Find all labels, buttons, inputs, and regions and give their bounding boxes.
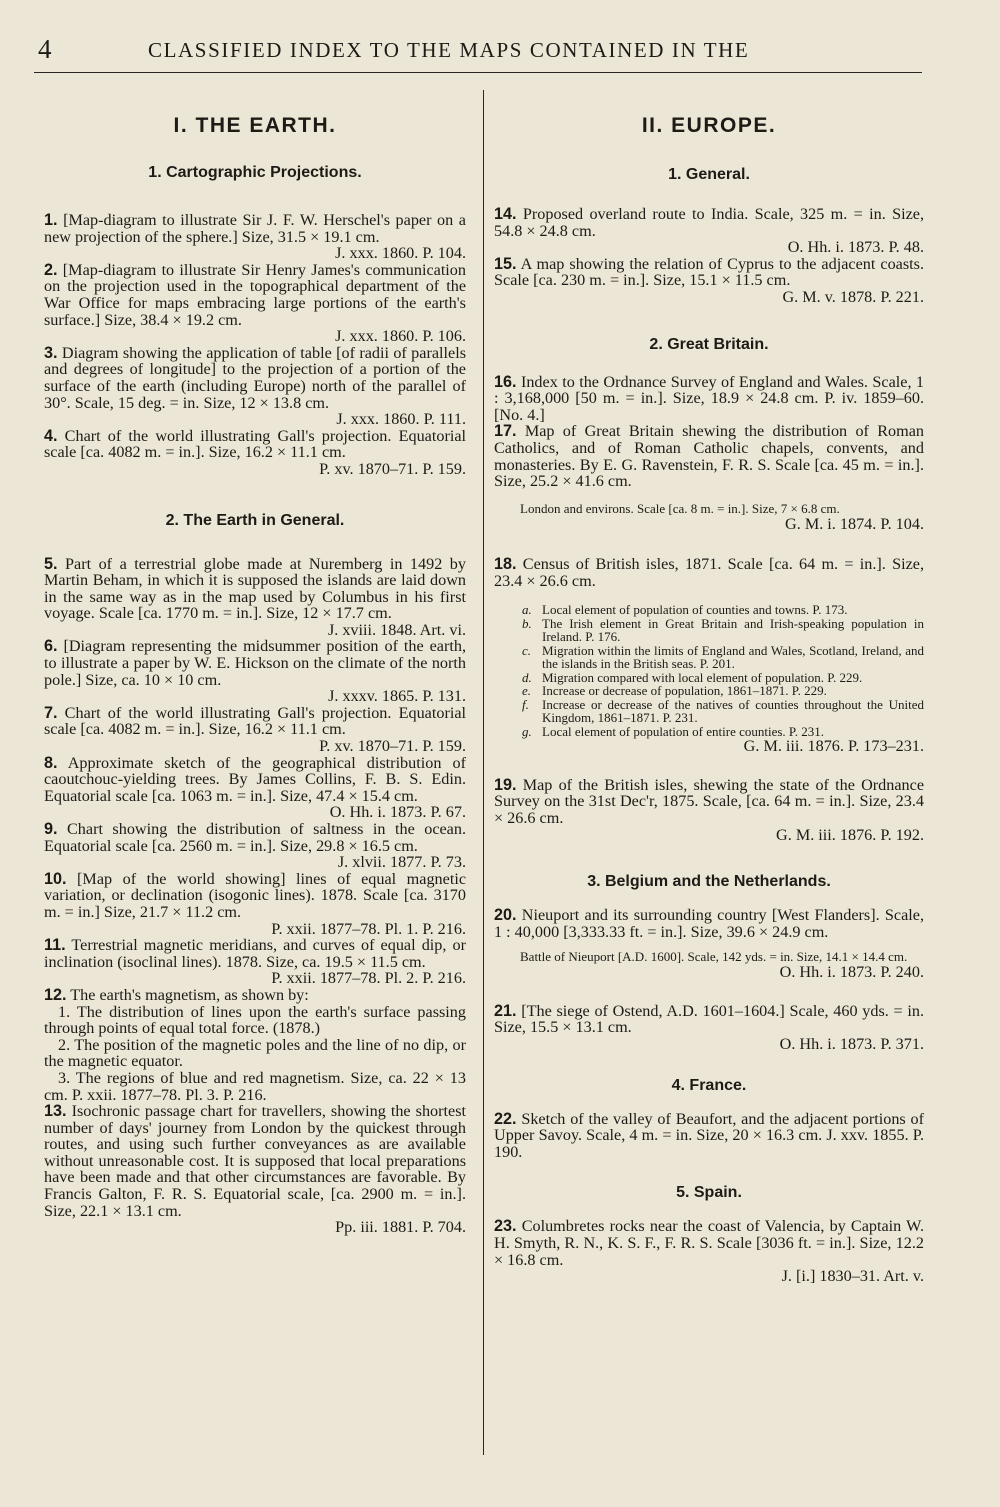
section-title: 1. General. [668,166,750,183]
entry-number: 3. [44,343,58,362]
index-entry [44,345,466,428]
entry-citation: G. M. iii. 1876. P. 173–231. [743,737,924,756]
entry-text: The earth's magnetism, as shown by: [70,985,309,1004]
entry-citation: G. M. v. 1878. P. 221. [782,287,924,306]
entry-citation: J. xlvii. 1877. P. 73. [337,853,466,872]
entry-text: Map of the British isles, shewing the state of the Ordnance Survey on the 31st Dec'r, 1875. Scale, [ca. 64 m. = in.]. Size, 23.4 × 26.6 cm. [494,775,925,828]
entry-text: [Map-diagram to illustrate Sir J. F. W. Herschel's paper on a new projection of the sphere.] Size, 31.5 × 19.1 cm. [44,211,466,246]
page-number: 4 [38,34,52,64]
entry-number: 7. [44,703,58,722]
entry-number: 17. [494,422,517,441]
entry-number: 22. [494,1109,517,1128]
index-entry [44,987,466,1103]
section-title: 2. Great Britain. [649,335,769,353]
entry-number: 6. [44,637,58,656]
entry-text: Census of British isles, 1871. Scale [ca. 64 m. = in.]. Size, 23.4 × 26.6 cm. [494,555,924,590]
entry-number: 21. [494,1001,517,1020]
index-entry [44,1103,466,1236]
entry-text: [Map of the world showing] lines of equal magnetic variation, or declination (isogonic lines). 1878. Scale [ca. 3170 m. = in.] Size, 21.7 × 11.2 cm. [44,869,467,921]
left-column [44,90,466,1236]
census-map-item [520,725,924,739]
entry-text: Chart of the world illustrating Gall's projection. Equatorial scale [ca. 4082 m. = in.]. Size, 16.2 × 11.1 cm. [44,703,467,739]
entry-number: 20. [494,906,517,925]
entry-number: 14. [494,205,517,223]
entry-text: Part of a terrestrial globe made at Nuremberg in 1492 by Martin Beham, in which it is supposed the islands are laid down in the same way as in the map used by Columbus in his first voyage. Scale [ca. 1770 m. = in.]. Size, 12 × 17.7 cm. [44,554,466,623]
entry-text: Chart showing the distribution of saltness in the ocean. Equatorial scale [ca. 2560 m. = in.]. Size, 29.8 × 16.5 cm. [44,820,467,855]
part-title: II. EUROPE. [641,114,777,137]
entry-citation: J. xxx. 1860. P. 111. [336,410,466,429]
item-letter: d. [522,669,532,685]
entry-text: Terrestrial magnetic meridians, and curves of equal dip, or inclination (isoclinal lines). 1878. Size, ca. 19.5 × 11.5 cm. [44,936,467,971]
item-letter: a. [522,602,532,618]
entry-number: 8. [44,753,58,772]
entry-number: 11. [44,936,66,955]
entry-citation: P. xxii. 1877–78. Pl. 2. P. 216. [271,969,466,988]
section-title: 5. Spain. [676,1184,742,1202]
entry-number: 4. [44,426,58,445]
entry-citation: O. Hh. i. 1873. P. 48. [787,238,924,257]
entry-text: A map showing the relation of Cyprus to the adjacent coasts. Scale [ca. 230 m. = in.]. Size, 15.1 × 11.5 cm. [494,254,924,290]
entry-citation: P. xxii. 1877–78. Pl. 1. P. 216. [271,919,466,938]
entry-citation: P. xv. 1870–71. P. 159. [319,459,466,478]
entry-citation: J. xxxv. 1865. P. 131. [328,687,466,706]
item-text: Increase or decrease of the natives of counties throughout the United Kingdom, 1861–1871. P. 231. [542,696,924,726]
index-entry [494,1218,924,1284]
inset-note: Battle of Nieuport [A.D. 1600]. Scale, 142 yds. = in. Size, 14.1 × 14.4 cm. [520,949,908,965]
index-entry [44,262,466,345]
census-map-item [520,644,924,671]
index-entry [44,556,466,639]
item-text: Increase or decrease of population, 1861–1871. P. 229. [542,683,827,699]
entry-number: 18. [494,555,517,574]
section-title: 4. France. [671,1076,747,1094]
entry-subitem: 3. The regions of blue and red magnetism. Size, ca. 22 × 13 cm. P. xxii. 1877–78. Pl. 3. P. 216. [44,1068,466,1104]
census-map-item [520,603,924,617]
entry-text: [Diagram representing the midsummer position of the earth, to illustrate a paper by W. E. Hickson on the climate of the north pole.] Size, ca. 10 × 10 cm. [44,637,467,689]
item-text: Local element of population of entire counties. P. 231. [542,723,824,739]
index-entry [494,556,924,755]
header-rule [34,72,922,73]
entry-text: Approximate sketch of the geographical distribution of caoutchouc-yielding trees. By James Collins, F. B. S. Edin. Equatorial scale [ca. 1063 m. = in.]. Size, 47.4 × 15.4 cm. [44,753,467,805]
section-title: 1. Cartographic Projections. [148,164,362,181]
entry-text: Chart of the world illustrating Gall's projection. Equatorial scale [ca. 4082 m. = in.]. Size, 16.2 × 11.1 cm. [44,426,467,462]
item-text: Migration within the limits of England and Wales, Scotland, Ireland, and the islands in the British seas. P. 201. [542,642,924,672]
index-entry [44,755,466,821]
entry-citation: O. Hh. i. 1873. P. 240. [779,963,924,982]
entry-citation: O. Hh. i. 1873. P. 371. [779,1035,924,1054]
census-map-item [520,671,924,685]
entry-text: Columbretes rocks near the coast of Valencia, by Captain W. H. Smyth, R. N., K. S. F., F. R. S. Scale [3036 ft. = in.]. Size, 12.2 × 16.8 cm. [494,1217,924,1269]
entry-citation: J. xxx. 1860. P. 106. [335,327,466,346]
index-entry [44,212,466,262]
entry-citation: J. xviii. 1848. Art. vi. [327,620,466,639]
entry-citation: G. M. i. 1874. P. 104. [785,514,924,533]
entry-text: [Map-diagram to illustrate Sir Henry James's communication on the projection used in the topographical department of the War Office for maps embracing large portions of the earth's surface.] Size, 38.4 × 19.2 cm. [44,260,466,329]
entry-citation: O. Hh. i. 1873. P. 67. [329,803,466,822]
census-map-item [520,698,924,725]
entry-number: 19. [494,775,517,794]
item-letter: g. [522,723,532,739]
census-map-item [520,617,924,644]
entry-citation: G. M. iii. 1876. P. 192. [776,825,924,844]
item-text: Migration compared with local element of population. P. 229. [542,669,863,685]
entry-citation: J. xxx. 1860. P. 104. [335,244,466,263]
entry-number: 1. [44,211,58,229]
item-letter: b. [522,615,532,631]
entry-number: 15. [494,254,517,273]
index-entry [44,638,466,704]
inset-note: London and environs. Scale [ca. 8 m. = in.]. Size, 7 × 6.8 cm. [520,500,840,516]
entry-text: [The siege of Ostend, A.D. 1601–1604.] Scale, 460 yds. = in. Size, 15.5 × 13.1 cm. [494,1001,924,1037]
entry-number: 13. [44,1102,67,1121]
entry-number: 5. [44,554,58,573]
entry-citation: Pp. iii. 1881. P. 704. [335,1218,466,1237]
entry-number: 9. [44,820,58,838]
item-letter: c. [522,642,532,658]
index-entry [44,937,466,987]
index-entry [494,1111,924,1161]
entry-citation: J. [i.] 1830–31. Art. v. [781,1267,924,1286]
entry-text: Diagram showing the application of table [of radii of parallels and degrees of longitude] to the projection of a portion of the surface of the earth (including Europe) north of the parallel of 30°. Scale, 15 deg. = in. Size, 12 × 13.8 cm. [44,343,466,412]
index-entry [44,821,466,871]
entry-number: 10. [44,869,67,888]
entry-text: Map of Great Britain shewing the distribution of Roman Catholics, and of Roman Catholic chapels, convents, and monasteries. By E. G. Ravenstein, F. R. S. Scale [ca. 45 m. = in.]. Size, 25.2 × 41.6 cm. [494,422,924,491]
index-entry [494,256,924,306]
index-entry [494,206,924,256]
entry-text: Proposed overland route to India. Scale, 325 m. = in. Size, 54.8 × 24.8 cm. [494,205,925,240]
index-entry [494,423,924,532]
index-entry [494,1003,924,1053]
index-entry [44,705,466,755]
section-title: 2. The Earth in General. [165,511,345,529]
entry-text: Sketch of the valley of Beaufort, and the adjacent portions of Upper Savoy. Scale, 4 m. = in. Size, 20 × 16.3 cm. J. xxv. 1855. P. 190. [494,1109,925,1161]
running-title: CLASSIFIED INDEX TO THE MAPS CONTAINED IN THE [148,38,750,62]
index-entry [494,374,924,424]
item-letter: f. [522,696,529,712]
index-entry [44,871,466,937]
column-divider [483,90,484,1455]
right-column [494,90,924,1285]
entry-subitem: 2. The position of the magnetic poles and the line of no dip, or the magnetic equator. [44,1035,466,1071]
item-letter: e. [522,683,532,699]
index-entry [494,777,924,843]
entry-text: Isochronic passage chart for travellers, showing the shortest number of days' journey from London by the quickest through routes, and using such further conveyances as are available without unreasonable cost. It is supposed that local preparations have been made and that other circumstances are favorable. By Francis Galton, F. R. S. Equatorial scale, [ca. 2900 m. = in.]. Size, 22.1 × 13.1 cm. [44,1102,467,1220]
entry-number: 16. [494,372,517,391]
part-title: I. THE EARTH. [173,114,337,137]
index-entry [494,907,924,981]
item-text: Local element of population of counties and towns. P. 173. [542,602,848,618]
entry-text: Index to the Ordnance Survey of England and Wales. Scale, 1 : 3,168,000 [50 m. = in.]. Size, 18.9 × 24.8 cm. P. iv. 1859–60. [No. 4.] [494,372,924,424]
entry-text: Nieuport and its surrounding country [West Flanders]. Scale, 1 : 40,000 [3,333.33 ft. = in.]. Size, 39.6 × 24.9 cm. [494,906,925,941]
census-map-item [520,684,924,698]
index-entry [44,428,466,478]
entry-number: 2. [44,260,58,279]
census-map-list [494,603,924,738]
entry-subitem: 1. The distribution of lines upon the earth's surface passing through points of equal total force. (1878.) [44,1002,466,1038]
item-text: The Irish element in Great Britain and Irish-speaking population in Ireland. P. 176. [542,615,924,645]
section-title: 3. Belgium and the Netherlands. [587,873,831,891]
entry-number: 12. [44,985,67,1004]
entry-citation: P. xv. 1870–71. P. 159. [319,737,466,756]
entry-number: 23. [494,1217,517,1236]
